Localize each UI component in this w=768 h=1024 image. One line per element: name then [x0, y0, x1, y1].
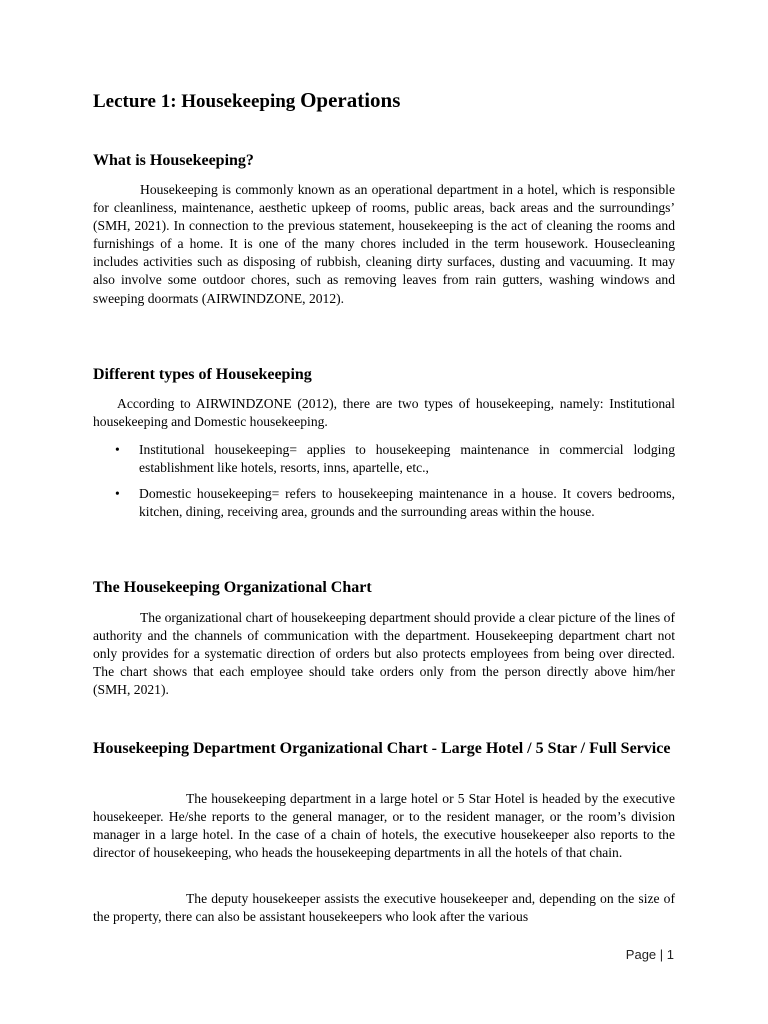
- lecture-title: [93, 88, 400, 113]
- large-hotel-paragraph-2: The deputy housekeeper assists the executive housekeeper and, depending on the size of the property, there can also be assistant housekeepers who look after the various: [93, 891, 675, 925]
- bullet-text: Domestic housekeeping= refers to housekeeping maintenance in a house. It covers bedrooms, kitchen, dining, receiving area, grounds and the surrounding areas within the house.: [139, 486, 675, 520]
- org-chart-heading: The Housekeeping Organizational Chart: [93, 579, 372, 596]
- bullet-text: Institutional housekeeping= applies to housekeeping maintenance in commercial lodging establishment like hotels, resorts, inns, apartelle, etc.,: [139, 442, 675, 476]
- large-hotel-paragraph-1: The housekeeping department in a large hotel or 5 Star Hotel is headed by the executive housekeeper. He/she reports to the general manager, or to the resident manager, or the room’s division manager in a large hotel. In the case of a chain of hotels, the executive housekeeper also reports to the director of housekeeping, who heads the housekeeping departments in all the hotels of that chain.: [93, 791, 675, 861]
- bullet-icon: •: [115, 486, 120, 502]
- bullet-icon: •: [115, 442, 120, 457]
- types-heading: Different types of Housekeeping: [93, 366, 312, 383]
- org-chart-paragraph: The organizational chart of housekeeping department should provide a clear picture of the lines of authority and the channels of communication with the department. Housekeeping department chart not only provides for a systematic direction of orders but also protects employees from being over directed. The chart shows that each employee should take orders only from the person directly above him/her (SMH, 2021).: [93, 610, 675, 698]
- lecture-title-prefix: Lecture 1: Housekeeping: [93, 91, 296, 112]
- lecture-title-suffix: Operations: [300, 88, 401, 112]
- what-is-heading: What is Housekeeping?: [93, 152, 254, 169]
- list-item: [93, 441, 675, 477]
- large-hotel-heading: Housekeeping Department Organizational Chart - Large Hotel / 5 Star / Full Service: [93, 740, 671, 757]
- list-item: [93, 485, 675, 521]
- what-is-paragraph: Housekeeping is commonly known as an operational department in a hotel, which is responsible for cleanliness, maintenance, aesthetic upkeep of rooms, public areas, back areas and the surroundings’ (SMH, 2021). In connection to the previous statement, housekeeping is the act of cleaning the rooms and furnishings of a home. It is one of the many chores included in the term housework. Housecleaning includes activities such as disposing of rubbish, cleaning dirty surfaces, dusting and vacuuming. It may also involve some outdoor chores, such as removing leaves from rain gutters, washing windows and sweeping doormats (AIRWINDZONE, 2012).: [93, 182, 675, 306]
- types-intro-paragraph: According to AIRWINDZONE (2012), there are two types of housekeeping, namely: Institutional housekeeping and Domestic housekeeping.: [93, 396, 675, 430]
- page-number: Page | 1: [625, 947, 674, 962]
- types-bullet-list: [93, 441, 675, 529]
